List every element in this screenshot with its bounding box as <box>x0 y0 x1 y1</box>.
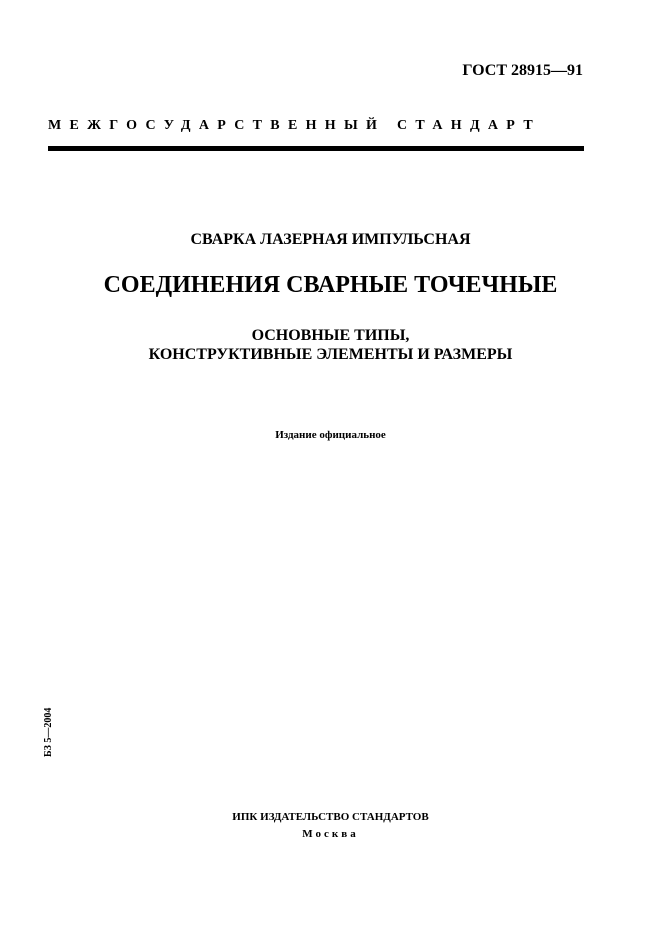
subtitle-line-1: ОСНОВНЫЕ ТИПЫ, <box>251 327 410 344</box>
document-number: ГОСТ 28915—91 <box>462 62 583 79</box>
edition-label: Издание официальное <box>275 429 386 441</box>
title-series: СВАРКА ЛАЗЕРНАЯ ИМПУЛЬСНАЯ <box>190 231 471 248</box>
title-main: СОЕДИНЕНИЯ СВАРНЫЕ ТОЧЕЧНЫЕ <box>103 272 558 298</box>
title-subtitle <box>0 326 661 364</box>
side-print-code: БЗ 5—2004 <box>43 707 54 757</box>
subtitle-line-2: КОНСТРУКТИВНЫЕ ЭЛЕМЕНТЫ И РАЗМЕРЫ <box>148 346 513 363</box>
header-divider <box>48 146 584 151</box>
publisher-city: Москва <box>302 828 359 840</box>
publisher-name: ИПК ИЗДАТЕЛЬСТВО СТАНДАРТОВ <box>232 811 429 823</box>
standard-type-heading: МЕЖГОСУДАРСТВЕННЫЙ СТАНДАРТ <box>48 118 541 133</box>
